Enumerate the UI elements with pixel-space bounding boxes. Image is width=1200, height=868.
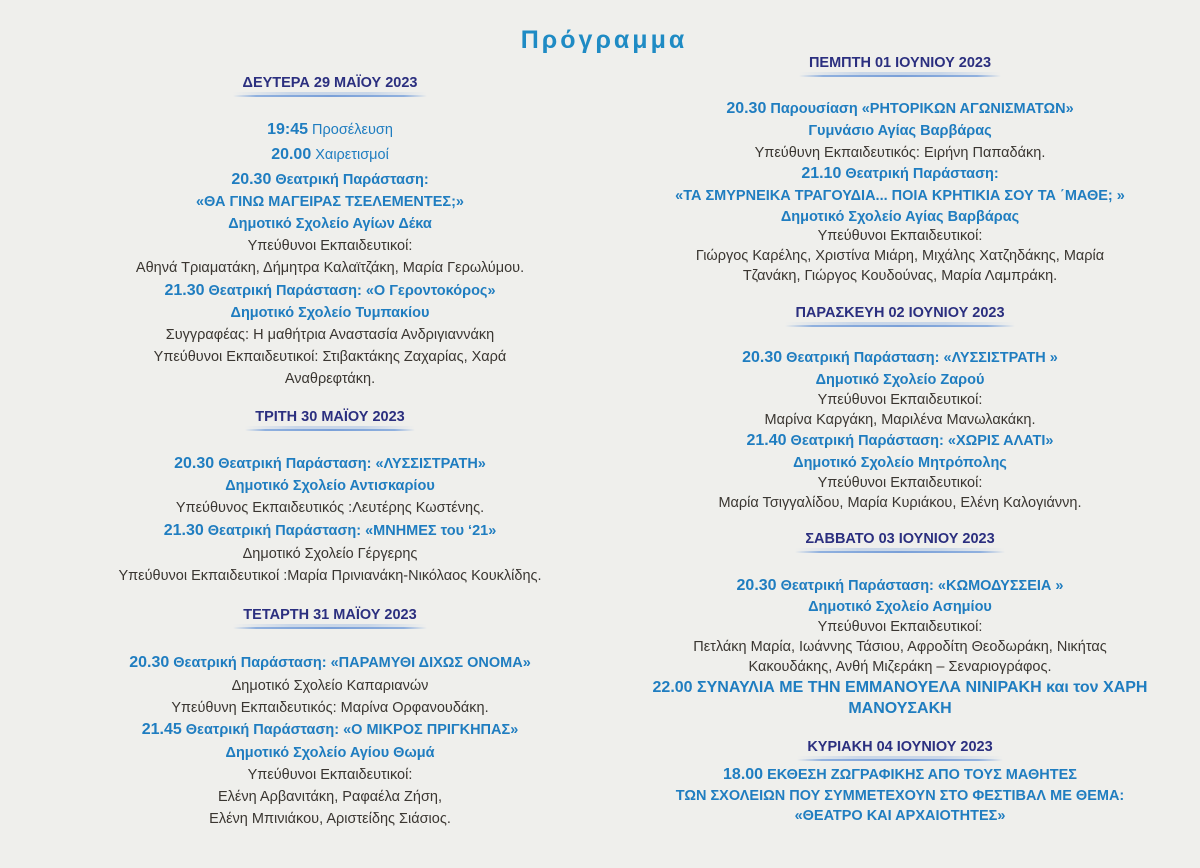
schedule-line: 20.00 Χαιρετισμοί	[271, 146, 389, 163]
schedule-line: Δημοτικό Σχολείο Αντισκαρίου	[225, 478, 435, 494]
schedule-line: 20.30 Παρουσίαση «ΡΗΤΟΡΙΚΩΝ ΑΓΩΝΙΣΜΑΤΩΝ»	[726, 100, 1074, 117]
page-title: Πρόγραμμα	[520, 26, 688, 54]
schedule-line: ΜΑΝΟΥΣΑΚΗ	[848, 700, 952, 717]
day-header-label: ΠΕΜΠΤΗ 01 ΙΟΥΝΙΟΥ 2023	[799, 52, 1001, 77]
schedule-line: 21.30 Θεατρική Παράσταση: «ΜΝΗΜΕΣ του ‘21»	[163, 522, 497, 539]
schedule-line: Δημοτικό Σχολείο Τυμπακίου	[230, 305, 430, 321]
schedule-line: Δημοτικό Σχολείο Ζαρού	[815, 372, 985, 388]
schedule-line: Υπεύθυνοι Εκπαιδευτικοί :Μαρία Πρινιανάκη-Νικόλαος Κουκλίδης.	[118, 568, 542, 584]
schedule-line: Υπεύθυνη Εκπαιδευτικός: Μαρίνα Ορφανουδάκη.	[171, 700, 489, 716]
schedule-line: Ελένη Αρβανιτάκη, Ραφαέλα Ζήση,	[217, 789, 443, 805]
schedule-line: Υπεύθυνη Εκπαιδευτικός: Ειρήνη Παπαδάκη.	[754, 145, 1046, 161]
day-header-label: ΣΑΒΒΑΤΟ 03 ΙΟΥΝΙΟΥ 2023	[795, 528, 1004, 553]
schedule-line: Δημοτικό Σχολείο Αγίων Δέκα	[228, 216, 432, 232]
day-header-label: ΤΡΙΤΗ 30 ΜΑΪΟΥ 2023	[245, 406, 414, 431]
schedule-line: 20.30 Θεατρική Παράσταση: «ΛΥΣΣΙΣΤΡΑΤΗ»	[174, 455, 486, 472]
schedule-line: «ΘΕΑΤΡΟ ΚΑΙ ΑΡΧΑΙΟΤΗΤΕΣ»	[794, 808, 1006, 824]
schedule-line: Αναθρεφτάκη.	[284, 371, 376, 387]
day-header	[620, 736, 1180, 761]
schedule-line: Δημοτικό Σχολείο Ασημίου	[808, 599, 992, 615]
day-header-label: ΚΥΡΙΑΚΗ 04 ΙΟΥΝΙΟΥ 2023	[797, 736, 1002, 761]
schedule-line: Υπεύθυνος Εκπαιδευτικός :Λευτέρης Κωστένης.	[175, 500, 485, 516]
day-header	[620, 302, 1180, 327]
schedule-line: Υπεύθυνοι Εκπαιδευτικοί:	[817, 475, 983, 491]
schedule-line: 21.10 Θεατρική Παράσταση:	[801, 165, 999, 182]
schedule-line: 21.45 Θεατρική Παράσταση: «Ο ΜΙΚΡΟΣ ΠΡΙΓΚΗΠΑΣ»	[141, 721, 519, 738]
schedule-line: Δημοτικό Σχολείο Αγίας Βαρβάρας	[780, 209, 1020, 225]
schedule-line: Υπεύθυνοι Εκπαιδευτικοί: Στιβακτάκης Ζαχαρίας, Χαρά	[153, 349, 507, 365]
schedule-line: 18.00 ΕΚΘΕΣΗ ΖΩΓΡΑΦΙΚΗΣ ΑΠΟ ΤΟΥΣ ΜΑΘΗΤΕΣ	[723, 766, 1077, 783]
schedule-line: ΤΩΝ ΣΧΟΛΕΙΩΝ ΠΟΥ ΣΥΜΜΕΤΕΧΟΥΝ ΣΤΟ ΦΕΣΤΙΒΑΛ ΜΕ ΘΕΜΑ:	[675, 788, 1125, 804]
schedule-line: Γιώργος Καρέλης, Χριστίνα Μιάρη, Μιχάλης Χατζηδάκης, Μαρία	[695, 248, 1105, 264]
day-header	[620, 528, 1180, 553]
schedule-line: 20.30 Θεατρική Παράσταση: «ΠΑΡΑΜΥΘΙ ΔΙΧΩΣ ΟΝΟΜΑ»	[129, 654, 531, 671]
schedule-line: 19:45 Προσέλευση	[267, 121, 393, 138]
schedule-line: 20.30 Θεατρική Παράσταση: «ΚΩΜΟΔΥΣΣΕΙΑ »	[736, 577, 1064, 594]
schedule-line: Κακουδάκης, Ανθή Μιζεράκη – Σεναριογράφος.	[748, 659, 1052, 675]
schedule-line: Δημοτικό Σχολείο Καπαριανών	[231, 678, 429, 694]
day-header	[40, 72, 620, 97]
schedule-line: Συγγραφέας: Η μαθήτρια Αναστασία Ανδριγιαννάκη	[165, 327, 495, 343]
schedule-line: Δημοτικό Σχολείο Μητρόπολης	[793, 455, 1007, 471]
schedule-line: 21.30 Θεατρική Παράσταση: «Ο Γεροντοκόρος»	[164, 282, 496, 299]
day-header-label: ΠΑΡΑΣΚΕΥΗ 02 ΙΟΥΝΙΟΥ 2023	[785, 302, 1014, 327]
day-header	[40, 604, 620, 629]
day-header	[40, 406, 620, 431]
schedule-line: Υπεύθυνοι Εκπαιδευτικοί:	[247, 238, 413, 254]
schedule-line: «ΤΑ ΣΜΥΡΝΕΙΚΑ ΤΡΑΓΟΥΔΙΑ... ΠΟΙΑ ΚΡΗΤΙΚΙΑ ΣΟΥ ΤΑ ΄ΜΑΘΕ; »	[675, 188, 1125, 204]
schedule-line: Πετλάκη Μαρία, Ιωάννης Τάσιου, Αφροδίτη Θεοδωράκη, Νικήτας	[693, 639, 1107, 655]
schedule-line: 20.30 Θεατρική Παράσταση: «ΛΥΣΣΙΣΤΡΑΤΗ »	[742, 349, 1058, 366]
schedule-line: Γυμνάσιο Αγίας Βαρβάρας	[808, 123, 992, 139]
schedule-line: Υπεύθυνοι Εκπαιδευτικοί:	[817, 228, 983, 244]
schedule-line: 20.30 Θεατρική Παράσταση:	[231, 171, 429, 188]
schedule-line: Δημοτικό Σχολείο Γέργερης	[242, 546, 418, 562]
day-header	[620, 52, 1180, 77]
schedule-line: Μαρίνα Καργάκη, Μαριλένα Μανωλακάκη.	[764, 412, 1036, 428]
schedule-line: Υπεύθυνοι Εκπαιδευτικοί:	[247, 767, 413, 783]
schedule-line: Υπεύθυνοι Εκπαιδευτικοί:	[817, 392, 983, 408]
schedule-line: 21.40 Θεατρική Παράσταση: «ΧΩΡΙΣ ΑΛΑΤΙ»	[746, 432, 1054, 449]
schedule-line: Υπεύθυνοι Εκπαιδευτικοί:	[817, 619, 983, 635]
schedule-line: Μαρία Τσιγγαλίδου, Μαρία Κυριάκου, Ελένη Καλογιάννη.	[718, 495, 1082, 511]
schedule-line: Τζανάκη, Γιώργος Κουδούνας, Μαρία Λαμπράκη.	[742, 268, 1058, 284]
schedule-line: «ΘΑ ΓΙΝΩ ΜΑΓΕΙΡΑΣ ΤΣΕΛΕΜΕΝΤΕΣ;»	[195, 194, 464, 210]
schedule-line: Δημοτικό Σχολείο Αγίου Θωμά	[225, 745, 435, 761]
day-header-label: ΔΕΥΤΕΡΑ 29 ΜΑΪΟΥ 2023	[233, 72, 428, 97]
schedule-line: Αθηνά Τριαματάκη, Δήμητρα Καλαϊτζάκη, Μαρία Γερωλύμου.	[135, 260, 525, 276]
day-header-label: ΤΕΤΑΡΤΗ 31 ΜΑΪΟΥ 2023	[233, 604, 426, 629]
schedule-line: Ελένη Μπινιάκου, Αριστείδης Σιάσιος.	[209, 811, 451, 827]
schedule-line: 22.00 ΣΥΝΑΥΛΙΑ ΜΕ ΤΗΝ ΕΜΜΑΝΟΥΕΛΑ ΝΙΝΙΡΑΚΗ και τον ΧΑΡΗ	[652, 679, 1148, 696]
